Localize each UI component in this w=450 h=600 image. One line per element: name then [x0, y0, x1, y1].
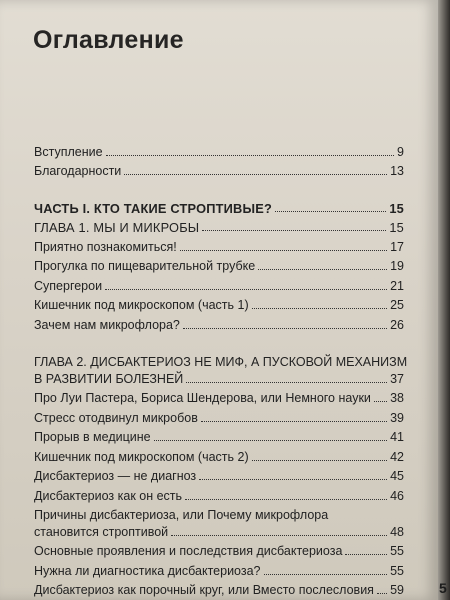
toc-entry	[34, 426, 404, 446]
toc-entry-title: Благодарности	[34, 164, 122, 178]
toc-entry-title: Кишечник под микроскопом (часть 2)	[34, 449, 249, 464]
toc-entry-title: ЧАСТЬ I. КТО ТАКИЕ СТРОПТИВЫЕ?	[34, 200, 272, 216]
toc-entry-page: 59	[390, 583, 404, 597]
page-edge	[438, 0, 450, 600]
dot-leader	[180, 250, 387, 251]
dot-leader	[377, 593, 387, 594]
toc-entry-title: ГЛАВА 1. МЫ И МИКРОБЫ	[34, 220, 200, 235]
toc-entry-page: 41	[390, 430, 404, 444]
toc-entry-title: Про Луи Пастера, Бориса Шендерова, или Немного науки	[34, 391, 371, 405]
dot-leader	[264, 574, 388, 575]
toc-entry-page: 19	[390, 259, 404, 273]
toc-entry-title: Прогулка по пищеварительной трубке	[34, 259, 256, 273]
toc-entry-title: Зачем нам микрофлора?	[34, 317, 180, 332]
toc-entry-page: 55	[390, 544, 404, 558]
dot-leader	[124, 174, 387, 175]
toc-entry-title: Супергерои	[34, 278, 103, 293]
dot-leader	[199, 479, 387, 480]
toc-entry-title: Приятно познакомиться!	[34, 239, 177, 254]
toc-entry-title: Основные проявления и последствия дисбактериоза	[34, 544, 343, 558]
toc-entry	[34, 579, 404, 599]
dot-leader	[345, 554, 387, 555]
toc-entry	[34, 540, 404, 560]
toc-entry-title: Кишечник под микроскопом (часть 1)	[34, 298, 249, 312]
toc-chapter-heading	[34, 351, 408, 387]
dot-leader	[252, 308, 387, 309]
toc-entry-page: 39	[390, 410, 404, 425]
toc-entry-title: ГЛАВА 2. ДИСБАКТЕРИОЗ НЕ МИФ, А ПУСКОВОЙ МЕХАНИЗМ	[34, 354, 408, 369]
toc-entry-title: Дисбактериоз как он есть	[34, 488, 183, 503]
toc-entry	[34, 274, 404, 294]
toc-entry	[34, 504, 404, 540]
toc-entry-page: 38	[390, 391, 404, 405]
toc-entry-page: 55	[390, 563, 404, 578]
toc-entry-page: 9	[397, 144, 404, 159]
toc-entry-title: Вступление	[34, 144, 103, 159]
toc-entry	[34, 160, 404, 180]
toc-entry-title: Причины дисбактериоза, или Почему микрофлора	[34, 507, 329, 522]
dot-leader	[201, 421, 387, 422]
toc-entry-page: 25	[390, 298, 404, 312]
toc-entry	[34, 140, 404, 160]
toc-entry	[34, 294, 404, 314]
toc-entry-page: 26	[390, 317, 404, 332]
toc-entry-page: 37	[390, 371, 404, 386]
toc-entry-title-continued: В РАЗВИТИИ БОЛЕЗНЕЙ	[34, 371, 184, 386]
toc-entry-page: 15	[389, 200, 404, 216]
dot-leader	[275, 211, 386, 212]
table-of-contents	[34, 140, 408, 598]
spacer	[34, 179, 404, 196]
toc-entry-page: 45	[390, 469, 404, 483]
dot-leader	[252, 460, 387, 461]
toc-entry	[34, 313, 404, 333]
dot-leader	[106, 155, 394, 156]
toc-entry-title: Стресс отодвинул микробов	[34, 410, 198, 425]
toc-entry	[34, 445, 404, 465]
toc-entry-page: 17	[390, 239, 404, 254]
toc-entry	[34, 465, 404, 485]
toc-entry-page: 21	[390, 278, 404, 293]
dot-leader	[185, 499, 387, 500]
dot-leader	[183, 328, 387, 329]
toc-entry-page: 48	[390, 524, 404, 539]
toc-entry	[34, 387, 404, 407]
page-title: Оглавление	[33, 26, 184, 54]
toc-entry	[34, 235, 404, 255]
dot-leader	[374, 401, 387, 402]
dot-leader	[186, 382, 387, 383]
toc-entry-title: Дисбактериоз — не диагноз	[34, 469, 197, 483]
dot-leader	[154, 440, 387, 441]
dot-leader	[105, 289, 387, 290]
toc-entry-page: 42	[390, 449, 404, 464]
toc-entry	[34, 406, 404, 426]
dot-leader	[171, 535, 387, 536]
toc-entry-page: 15	[389, 220, 404, 235]
toc-entry	[34, 484, 404, 504]
toc-entry-page: 13	[390, 164, 404, 178]
spacer	[34, 333, 404, 351]
toc-entry-title: Дисбактериоз как порочный круг, или Вместо послесловия	[34, 583, 374, 597]
toc-entry	[34, 255, 404, 275]
page-number: 5	[439, 580, 447, 596]
toc-entry-title-continued: становится строптивой	[34, 524, 169, 539]
toc-part-heading	[34, 196, 404, 216]
toc-entry-page: 46	[390, 488, 404, 503]
toc-entry-title: Прорыв в медицине	[34, 430, 151, 444]
toc-entry	[34, 559, 404, 579]
dot-leader	[258, 269, 387, 270]
toc-entry-title: Нужна ли диагностика дисбактериоза?	[34, 563, 261, 578]
toc-chapter-heading	[34, 216, 404, 236]
dot-leader	[202, 230, 386, 231]
